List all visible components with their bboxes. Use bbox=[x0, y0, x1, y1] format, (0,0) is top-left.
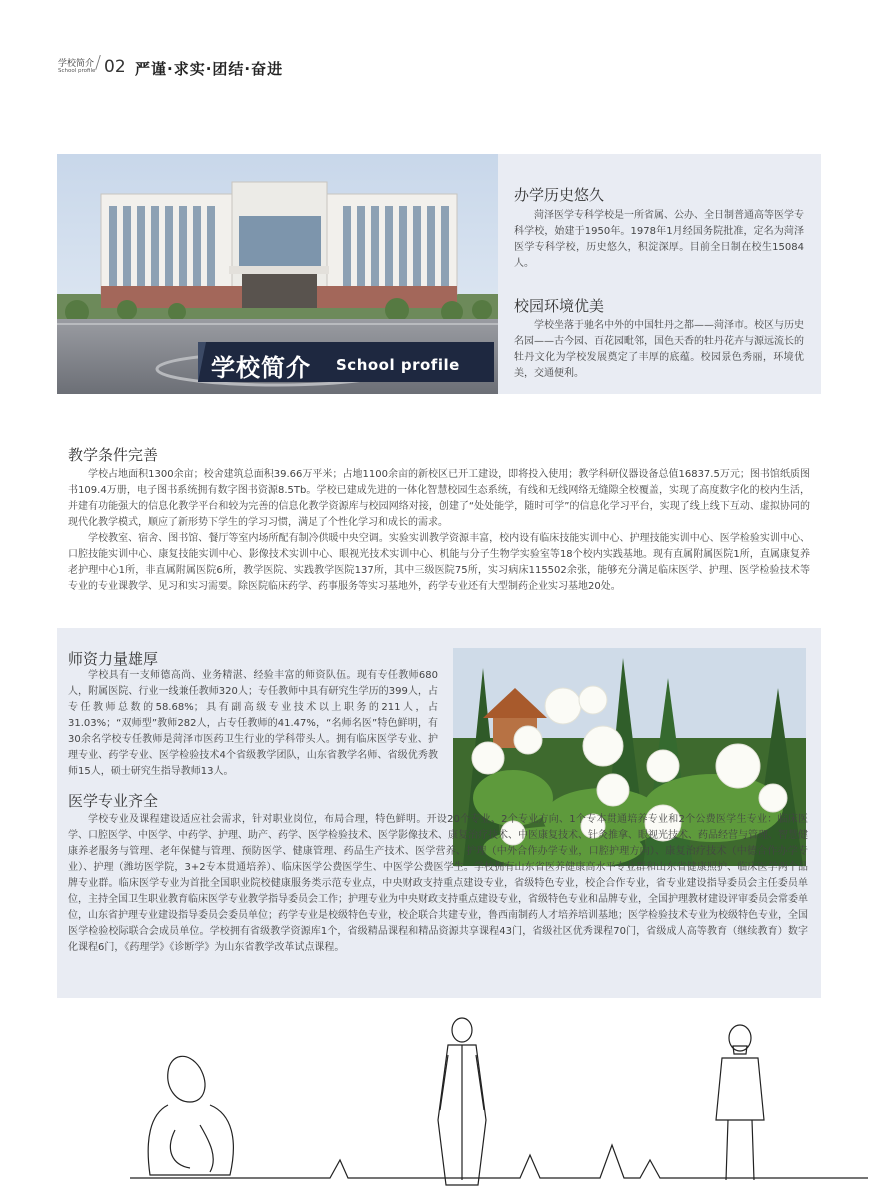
banner-title-en: School profile bbox=[336, 356, 460, 374]
history-text bbox=[514, 208, 804, 272]
page-number: 02 bbox=[104, 57, 126, 77]
teaching-paragraph-1: 学校占地面积1300余亩；校舍建筑总面积39.66万平米；占地1100余亩的新校区已开工建设，即将投入使用；教学科研仪器设备总值16837.5万元；图书馆纸质图书109.4万册，电子图书系统拥有数字图书资源8.5Tb。学校已建成先进的一体化智慧校园生态系统，有线和无线网络无缝隙全校覆盖，实现了高度数字化的校内生活，并建有功能强大的信息化教学平台和较为完善的信息化教学资源库与校园网络对接，创建了“处处能学，随时可学”的信息化学习平台，实现了线上线下互动、虚拟协同的现代化教学模式，顺应了新形势下学生的学习习惯，满足了个性化学习和成长的需求。 bbox=[68, 469, 810, 528]
faculty-title: 师资力量雄厚 bbox=[68, 650, 159, 668]
teaching-text bbox=[68, 467, 810, 595]
majors-text bbox=[68, 812, 808, 998]
majors-paragraph: 学校专业及课程建设适应社会需求，针对职业岗位，布局合理，特色鲜明。开设20个专业、2个专业方向、1个专本贯通培养专业和2个公费医学生专业：临床医学、口腔医学、中医学、中药学、护理、助产、药学、医学检验技术、医学影像技术、康复治疗技术、中医康复技术、针灸推拿、眼视光技术、药品经营与管理、智慧健康养老服务与管理、老年保健与管理、预防医学、健康管理、药品生产技术、医学营养、护理（中外合作办学专业，口腔护理方向）、康复治疗技术（中德合作办学专业）、护理（潍坊医学院，3+2专本贯通培养）、临床医学公费医学生、中医学公费医学生。学校拥有山东省医养健康高水平专业群和山东省健康照护、临床医学两个品牌专业群。临床医学专业为首批全国职业院校健康服务类示范专业点，中央财政支持重点建设专业，省级特色专业，校企合作专业，省专业建设指导委员会主任委员单位，主持全国卫生职业教育临床医学专业教学指导委员会工作；护理专业为中央财政支持重点建设专业，省级特色专业和品牌专业，全国护理教材建设评审委员会常委单位，山东省护理专业建设指导委员会委员单位；药学专业是校级特色专业，校企联合共建专业，鲁西南制药人才培养培训基地；医学检验技术专业为校级特色专业，全国医学检验校际联合会成员单位。学校拥有省级教学资源库1个，省级精品课程和精品资源共享课程43门，省级社区优秀课程70门，省级成人高等教育（继续教育）数字化课程6门，《药理学》《诊断学》为山东省教学改革试点课程。 bbox=[68, 814, 808, 953]
school-motto: 严谨·求实·团结·奋进 bbox=[135, 60, 284, 78]
header-slash: / bbox=[95, 52, 102, 73]
majors-title: 医学专业齐全 bbox=[68, 792, 159, 810]
header-label-en: School profile bbox=[58, 68, 96, 74]
faculty-paragraph: 学校具有一支师德高尚、业务精湛、经验丰富的师资队伍。现有专任教师680人，附属医院、行业一线兼任教师320人；专任教师中具有研究生学历的399人，占专任教师总数的58.68%；具有副高级专业技术以上职务的211人，占31.03%；“双师型”教师282人，占专任教师的41.47%，“名师名医”特色鲜明，有30余名学校专任教师是菏泽市医药卫生行业的学科带头人。拥有临床医学专业、护理专业、药学专业、医学检验技术4个省级教学团队，山东省教学名师、省级优秀教师15人，硕士研究生指导教师13人。 bbox=[68, 670, 438, 777]
campus-paragraph: 学校坐落于驰名中外的中国牡丹之都——菏泽市。校区与历史名园——古今园、百花园毗邻，国色天香的牡丹花卉与源远流长的牡丹文化为学校发展奠定了丰厚的底蕴。校园景色秀丽，环境优美，交通便利。 bbox=[514, 320, 804, 379]
teaching-title: 教学条件完善 bbox=[68, 446, 159, 464]
history-paragraph: 菏泽医学专科学校是一所省属、公办、全日制普通高等医学专科学校，始建于1950年。1978年1月经国务院批准，定名为菏泽医学专科学校，历史悠久，积淀深厚。目前全日制在校生15084人。 bbox=[514, 210, 804, 269]
campus-title: 校园环境优美 bbox=[514, 297, 605, 315]
teaching-paragraph-2: 学校教室、宿舍、图书馆、餐厅等室内场所配有制冷供暖中央空调。实验实训教学资源丰富，校内设有临床技能实训中心、护理技能实训中心、医学检验实训中心、口腔技能实训中心、康复技能实训中心、影像技术实训中心、眼视光技术实训中心、机能与分子生物学实验室等18个校内实践基地。现有直属附属医院1所，直属康复养老护理中心1所，非直属附属医院6所，教学医院、实践教学医院137所，其中三级医院75所，实习病床115502余张，能够充分满足临床医学、护理、医学检验技术等专业的专业课教学、见习和实习需要。除医院临床药学、药事服务等实习基地外，药学专业还有大型制药企业实习基地20处。 bbox=[68, 533, 810, 592]
banner-title-cn: 学校简介 bbox=[211, 353, 311, 382]
campus-text bbox=[514, 318, 804, 382]
history-title: 办学历史悠久 bbox=[514, 186, 605, 204]
school-profile-banner bbox=[198, 342, 494, 382]
medical-staff-line-art bbox=[0, 1010, 875, 1188]
header-label-cn: 学校简介 bbox=[58, 59, 95, 69]
faculty-text bbox=[68, 668, 438, 780]
